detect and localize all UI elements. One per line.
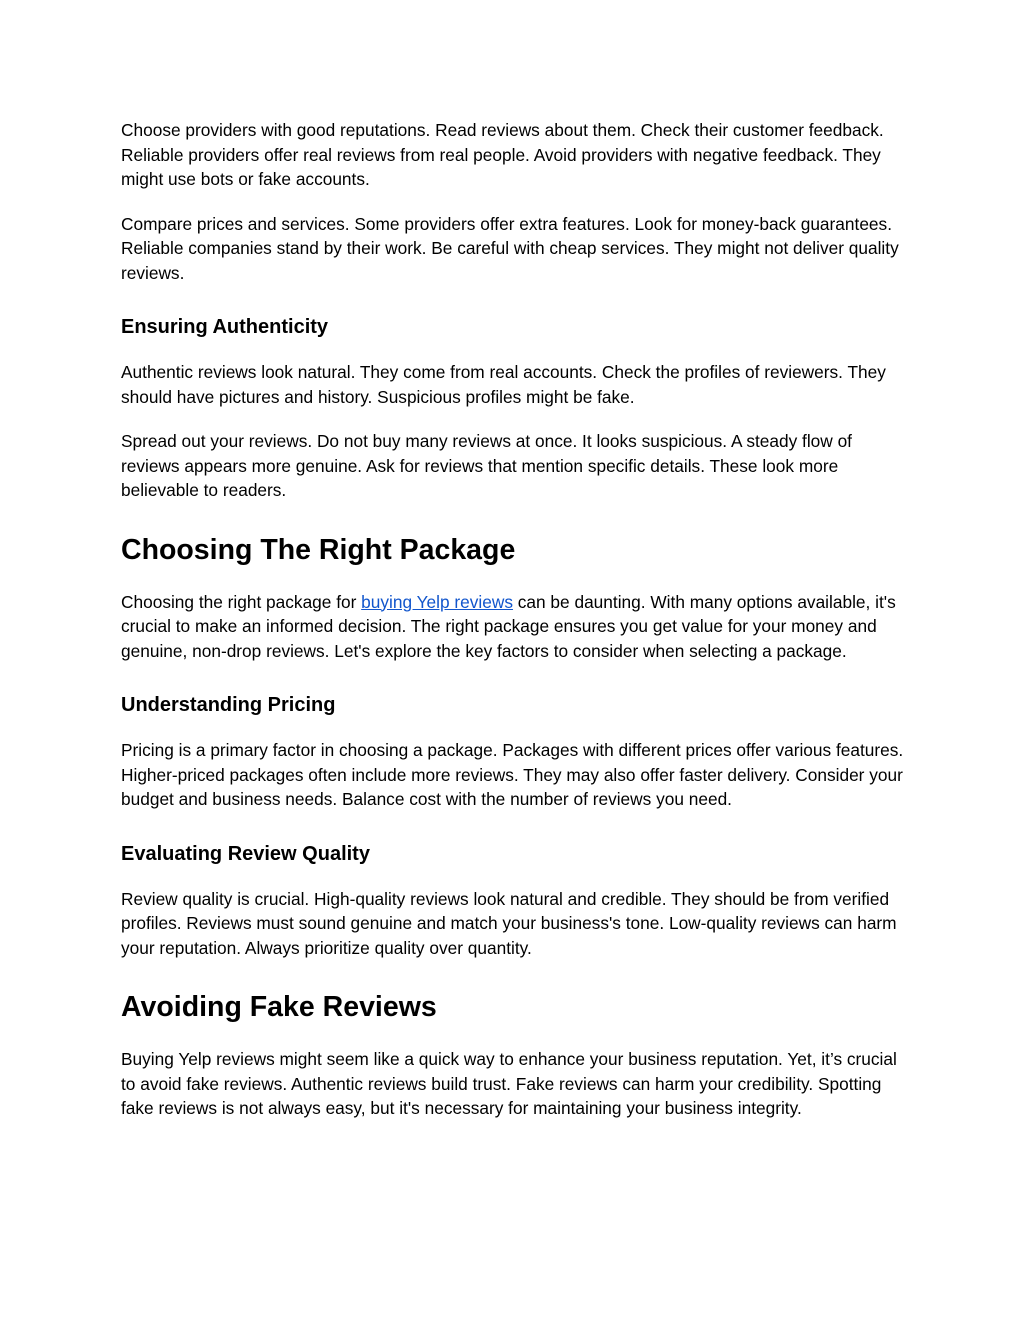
heading-avoiding-fake-reviews: Avoiding Fake Reviews xyxy=(121,991,437,1023)
paragraph-pricing: Pricing is a primary factor in choosing a package. Packages with different prices offer various features. Higher-priced packages often include more reviews. They may also offer faster delivery. Consider your budget and business needs. Balance cost with the number of reviews you need. xyxy=(121,740,904,809)
paragraph-avoiding-fake-reviews: Buying Yelp reviews might seem like a quick way to enhance your business reputation. Yet, it’s crucial to avoid fake reviews. Authentic reviews build trust. Fake reviews can harm your credibility. Spotting fake reviews is not always easy, but it's necessary for maintaining your business integrity. xyxy=(121,1049,897,1118)
heading-evaluating-review-quality: Evaluating Review Quality xyxy=(121,842,370,865)
paragraph-text-after-link: can be daunting. With many options available, it's crucial to make an informed decision. The right package ensures you get value for your money and genuine, non-drop reviews. Let's explore the key factors to consider when selecting a package. xyxy=(121,591,896,661)
heading-understanding-pricing: Understanding Pricing xyxy=(121,694,336,716)
paragraph-spread-out-reviews: Spread out your reviews. Do not buy many reviews at once. It looks suspicious. A steady flow of reviews appears more genuine. Ask for reviews that mention specific details. These look more believable to readers. xyxy=(121,431,852,500)
paragraph-text-before-link: Choosing the right package for xyxy=(121,591,362,612)
heading-ensuring-authenticity: Ensuring Authenticity xyxy=(121,316,329,338)
paragraph-review-quality: Review quality is crucial. High-quality reviews look natural and credible. They should be from verified profiles. Reviews must sound genuine and match your business's tone. Low-quality reviews can harm your reputation. Always prioritize quality over quantity. xyxy=(121,888,897,958)
document-page xyxy=(121,118,911,1121)
paragraph-authentic-reviews: Authentic reviews look natural. They come from real accounts. Check the profiles of reviewers. They should have pictures and history. Suspicious profiles might be fake. xyxy=(121,362,886,407)
paragraph-compare-prices: Compare prices and services. Some providers offer extra features. Look for money-back guarantees. Reliable companies stand by their work. Be careful with cheap services. They might not deliver quality reviews. xyxy=(121,213,899,283)
paragraph-choosing-package xyxy=(121,590,911,664)
buying-yelp-reviews-link[interactable]: buying Yelp reviews xyxy=(361,591,513,612)
heading-choosing-right-package: Choosing The Right Package xyxy=(121,533,516,566)
paragraph-choose-providers: Choose providers with good reputations. Read reviews about them. Check their customer feedback. Reliable providers offer real reviews from real people. Avoid providers with negative feedback. They might use bots or fake accounts. xyxy=(121,120,884,189)
